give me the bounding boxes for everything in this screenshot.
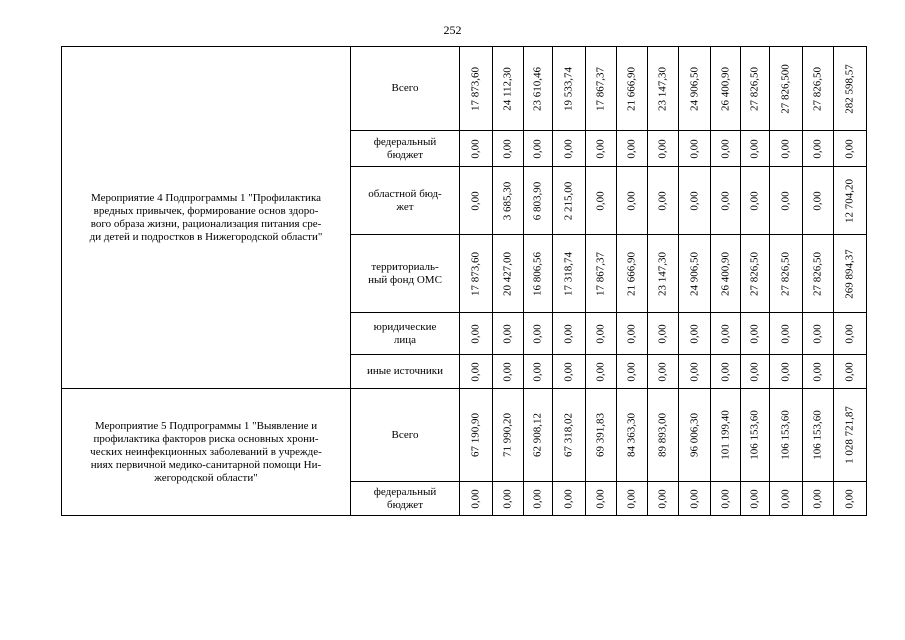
value-cell	[803, 47, 834, 131]
value-text: 0,00	[656, 488, 669, 509]
value-cell	[770, 313, 803, 355]
value-text: 26 400,90	[719, 66, 731, 111]
value-cell	[679, 482, 711, 516]
value-cell	[460, 482, 493, 516]
value-cell	[648, 389, 679, 482]
value-text: 0,00	[656, 361, 669, 382]
funding-source-label: областной бюд-	[368, 187, 442, 200]
value-text: 0,00	[656, 190, 669, 211]
measure-title-line: вредных привычек, формирование основ здоро-	[93, 204, 319, 217]
value-text: 0,00	[779, 138, 792, 159]
value-text: 71 990,20	[501, 413, 514, 457]
value-cell	[741, 235, 770, 313]
funding-source-label: Всего	[391, 428, 419, 441]
value-cell	[460, 47, 493, 131]
value-text: 101 199,40	[719, 410, 731, 460]
measure-title-line: ниях первичной медико-санитарной помощи Ни-	[90, 458, 322, 471]
value-text: 67 190,90	[469, 413, 482, 457]
value-cell	[711, 167, 741, 235]
value-text: 27 826,500	[779, 63, 792, 114]
value-text: 0,00	[594, 323, 607, 344]
value-text: 1 028 721,87	[843, 406, 856, 464]
value-text: 0,00	[469, 138, 482, 159]
value-text: 17 318,74	[562, 251, 575, 296]
value-text: 27 826,50	[811, 251, 824, 296]
value-text: 0,00	[779, 323, 792, 344]
value-cell	[586, 167, 617, 235]
value-text: 0,00	[843, 323, 856, 344]
funding-source	[351, 235, 460, 313]
value-cell	[493, 47, 524, 131]
funding-source	[351, 355, 460, 389]
value-text: 282 598,57	[843, 63, 856, 114]
budget-table	[61, 46, 867, 516]
value-text: 24 112,30	[501, 66, 514, 111]
value-text: 0,00	[748, 488, 761, 509]
value-text: 106 153,60	[779, 410, 792, 460]
measure-title	[62, 389, 351, 516]
value-cell	[711, 355, 741, 389]
value-text: 23 147,30	[656, 66, 669, 111]
value-cell	[553, 389, 586, 482]
value-text: 0,00	[811, 323, 824, 344]
value-cell	[553, 167, 586, 235]
value-cell	[586, 235, 617, 313]
value-text: 26 400,90	[719, 251, 731, 296]
value-text: 67 318,02	[562, 413, 575, 457]
funding-source-label: лица	[393, 333, 417, 346]
value-cell	[803, 482, 834, 516]
value-cell	[834, 235, 867, 313]
value-text: 84 363,30	[625, 413, 638, 457]
page-number: 252	[443, 23, 462, 37]
value-text: 0,00	[531, 488, 544, 509]
value-text: 0,00	[625, 488, 638, 509]
funding-source-label: территориаль-	[371, 260, 439, 273]
value-text: 12 704,20	[843, 178, 856, 223]
value-text: 269 894,37	[843, 248, 856, 299]
value-text: 0,00	[501, 323, 514, 344]
measure-title-line: профилактика факторов риска основных хрони-	[93, 432, 319, 445]
measure-title-line: жегородской области"	[154, 471, 258, 484]
value-cell	[741, 131, 770, 167]
value-text: 0,00	[469, 488, 482, 509]
funding-source-label: Всего	[391, 82, 419, 94]
table-row	[62, 389, 867, 482]
value-cell	[460, 131, 493, 167]
value-cell	[679, 167, 711, 235]
value-cell	[617, 235, 648, 313]
value-cell	[553, 47, 586, 131]
value-text: 0,00	[469, 361, 482, 382]
value-text: 0,00	[562, 323, 575, 344]
value-cell	[770, 355, 803, 389]
value-cell	[524, 482, 553, 516]
value-text: 0,00	[594, 361, 607, 382]
value-cell	[770, 167, 803, 235]
value-cell	[648, 131, 679, 167]
value-cell	[803, 167, 834, 235]
value-cell	[648, 167, 679, 235]
value-text: 0,00	[779, 190, 792, 211]
value-text: 23 610,46	[531, 66, 544, 111]
value-cell	[834, 167, 867, 235]
value-cell	[741, 47, 770, 131]
value-cell	[679, 131, 711, 167]
value-text: 27 826,50	[779, 251, 792, 296]
value-cell	[741, 389, 770, 482]
value-cell	[524, 167, 553, 235]
value-cell	[711, 313, 741, 355]
funding-source-label: федеральный	[373, 485, 437, 498]
value-cell	[741, 167, 770, 235]
value-text: 0,00	[779, 488, 792, 509]
value-text: 0,00	[501, 138, 514, 159]
funding-source	[351, 47, 460, 131]
value-text: 0,00	[719, 488, 731, 509]
measure-title-line: Мероприятие 4 Подпрограммы 1 "Профилактика	[90, 191, 322, 204]
value-text: 0,00	[811, 488, 824, 509]
value-cell	[803, 313, 834, 355]
value-cell	[553, 235, 586, 313]
value-text: 27 826,50	[748, 251, 761, 296]
value-cell	[711, 131, 741, 167]
value-text: 0,00	[469, 190, 482, 211]
value-text: 0,00	[811, 190, 824, 211]
value-text: 0,00	[688, 323, 700, 344]
value-text: 0,00	[811, 361, 824, 382]
value-text: 17 867,37	[594, 251, 607, 296]
value-cell	[770, 482, 803, 516]
value-text: 0,00	[688, 190, 700, 211]
value-cell	[617, 313, 648, 355]
value-text: 0,00	[748, 323, 761, 344]
value-cell	[586, 313, 617, 355]
value-cell	[834, 389, 867, 482]
value-cell	[460, 313, 493, 355]
value-text: 0,00	[719, 361, 731, 382]
value-cell	[617, 482, 648, 516]
value-cell	[770, 235, 803, 313]
value-cell	[617, 389, 648, 482]
value-text: 0,00	[562, 138, 575, 159]
value-text: 0,00	[843, 361, 856, 382]
value-text: 23 147,30	[656, 251, 669, 296]
value-cell	[617, 131, 648, 167]
value-text: 0,00	[688, 138, 700, 159]
value-text: 96 006,30	[688, 413, 700, 457]
value-cell	[553, 355, 586, 389]
funding-source	[351, 167, 460, 235]
value-cell	[553, 131, 586, 167]
value-text: 21 666,90	[625, 66, 638, 111]
value-cell	[679, 235, 711, 313]
funding-source-label: юридические	[373, 320, 437, 333]
value-text: 0,00	[843, 138, 856, 159]
value-cell	[711, 389, 741, 482]
value-text: 0,00	[625, 138, 638, 159]
value-text: 0,00	[531, 361, 544, 382]
value-cell	[741, 355, 770, 389]
value-text: 6 803,90	[531, 181, 544, 220]
value-cell	[803, 355, 834, 389]
value-cell	[617, 167, 648, 235]
value-text: 0,00	[469, 323, 482, 344]
value-cell	[648, 355, 679, 389]
funding-source	[351, 389, 460, 482]
value-text: 0,00	[688, 361, 700, 382]
value-cell	[493, 235, 524, 313]
value-cell	[524, 47, 553, 131]
value-cell	[524, 355, 553, 389]
value-cell	[834, 355, 867, 389]
value-text: 0,00	[594, 488, 607, 509]
value-cell	[741, 313, 770, 355]
value-cell	[493, 131, 524, 167]
value-text: 0,00	[531, 323, 544, 344]
value-text: 0,00	[625, 190, 638, 211]
funding-source-label: бюджет	[387, 148, 423, 161]
value-cell	[493, 167, 524, 235]
value-text: 62 908,12	[531, 413, 544, 457]
value-text: 0,00	[779, 361, 792, 382]
value-text: 24 906,50	[688, 66, 700, 111]
value-cell	[711, 235, 741, 313]
value-text: 0,00	[748, 138, 761, 159]
value-cell	[493, 389, 524, 482]
value-cell	[679, 47, 711, 131]
value-text: 0,00	[594, 190, 607, 211]
value-cell	[803, 235, 834, 313]
funding-source-label: ный фонд ОМС	[368, 273, 442, 286]
value-text: 27 826,50	[748, 66, 761, 111]
value-text: 0,00	[625, 323, 638, 344]
value-text: 27 826,50	[811, 66, 824, 111]
value-text: 0,00	[811, 138, 824, 159]
value-text: 0,00	[719, 190, 731, 211]
value-text: 19 533,74	[562, 66, 575, 111]
value-cell	[648, 482, 679, 516]
value-text: 0,00	[656, 138, 669, 159]
value-text: 17 867,37	[594, 66, 607, 111]
value-cell	[493, 482, 524, 516]
value-cell	[711, 47, 741, 131]
value-cell	[617, 47, 648, 131]
value-text: 0,00	[625, 361, 638, 382]
value-text: 17 873,60	[469, 66, 482, 111]
value-text: 17 873,60	[469, 251, 482, 296]
value-cell	[586, 355, 617, 389]
value-cell	[648, 47, 679, 131]
value-cell	[460, 389, 493, 482]
value-cell	[770, 389, 803, 482]
value-cell	[586, 47, 617, 131]
value-cell	[524, 131, 553, 167]
value-cell	[679, 355, 711, 389]
value-cell	[524, 389, 553, 482]
measure-title-line: ческих неинфекционных заболеваний в учрежде-	[90, 445, 322, 458]
value-cell	[586, 482, 617, 516]
value-cell	[553, 313, 586, 355]
value-cell	[586, 389, 617, 482]
value-cell	[679, 313, 711, 355]
value-text: 20 427,00	[501, 251, 514, 296]
value-cell	[741, 482, 770, 516]
value-text: 0,00	[594, 138, 607, 159]
value-text: 0,00	[562, 488, 575, 509]
measure-title-line: ди детей и подростков в Нижегородской области"	[89, 230, 323, 243]
value-text: 0,00	[562, 361, 575, 382]
value-cell	[493, 355, 524, 389]
table-row	[62, 47, 867, 131]
value-text: 0,00	[748, 361, 761, 382]
value-text: 89 893,00	[656, 413, 669, 457]
value-text: 106 153,60	[748, 410, 761, 460]
value-text: 0,00	[531, 138, 544, 159]
value-text: 0,00	[501, 361, 514, 382]
value-cell	[617, 355, 648, 389]
funding-source	[351, 313, 460, 355]
value-text: 0,00	[501, 488, 514, 509]
funding-source-label: иные источники	[367, 365, 443, 377]
funding-source-label: федеральный	[373, 135, 437, 148]
value-cell	[834, 131, 867, 167]
value-cell	[524, 313, 553, 355]
value-cell	[460, 355, 493, 389]
value-cell	[524, 235, 553, 313]
value-cell	[834, 313, 867, 355]
value-cell	[460, 235, 493, 313]
value-text: 0,00	[719, 323, 731, 344]
funding-source-label: жет	[396, 200, 414, 213]
value-text: 3 685,30	[501, 181, 514, 220]
measure-title-line: вого образа жизни, рационализация питания сре-	[90, 217, 322, 230]
value-cell	[834, 47, 867, 131]
value-cell	[648, 235, 679, 313]
funding-source	[351, 131, 460, 167]
value-cell	[770, 131, 803, 167]
value-text: 2 215,00	[562, 181, 575, 220]
value-text: 0,00	[843, 488, 856, 509]
value-text: 106 153,60	[811, 410, 824, 460]
value-cell	[648, 313, 679, 355]
value-cell	[803, 131, 834, 167]
value-cell	[770, 47, 803, 131]
value-cell	[679, 389, 711, 482]
value-cell	[493, 313, 524, 355]
value-cell	[834, 482, 867, 516]
value-text: 21 666,90	[625, 251, 638, 296]
value-text: 0,00	[688, 488, 700, 509]
value-cell	[553, 482, 586, 516]
value-text: 0,00	[719, 138, 731, 159]
value-cell	[460, 167, 493, 235]
measure-title	[62, 47, 351, 389]
funding-source-label: бюджет	[387, 498, 423, 511]
value-text: 16 806,56	[531, 251, 544, 296]
value-text: 0,00	[656, 323, 669, 344]
value-text: 24 906,50	[688, 251, 700, 296]
value-cell	[586, 131, 617, 167]
measure-title-line: Мероприятие 5 Подпрограммы 1 "Выявление и	[94, 419, 318, 432]
value-cell	[711, 482, 741, 516]
value-text: 69 391,83	[594, 413, 607, 457]
value-cell	[803, 389, 834, 482]
value-text: 0,00	[748, 190, 761, 211]
funding-source	[351, 482, 460, 516]
